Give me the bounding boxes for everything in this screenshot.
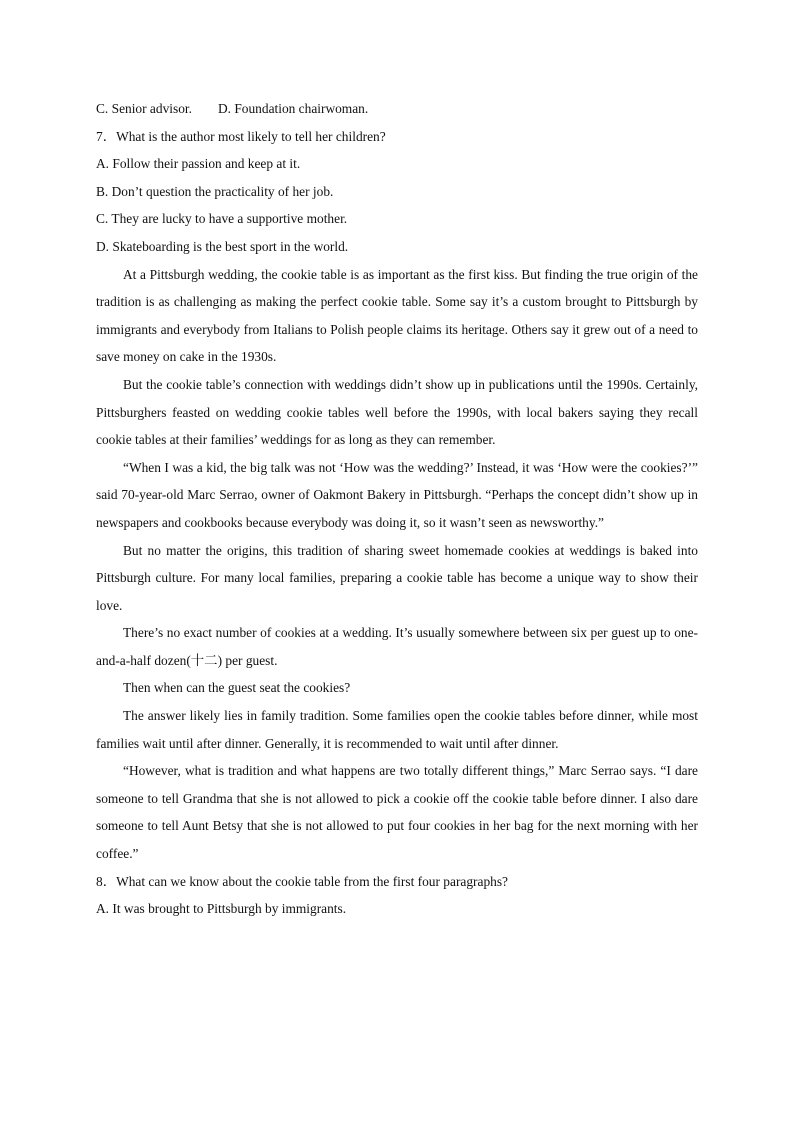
passage-paragraph-3: “When I was a kid, the big talk was not ‘How was the wedding?’ Instead, it was ‘How were the cookies?’” said 70-year-old Marc Serrao, owner of Oakmont Bakery in Pittsburgh. “Perhaps the concept didn’t show up in newspapers and cookbooks because everybody was doing it, so it wasn’t seen as newsworthy.” [96, 459, 698, 530]
q6-options-line [96, 95, 698, 123]
passage-paragraph-2: But the cookie table’s connection with weddings didn’t show up in publications until the 1990s. Certainly, Pittsburghers feasted on wedding cookie tables well before the 1990s, with local bakers saying they recall cookie tables at their families’ weddings for as long as they can remember. [96, 376, 698, 448]
q7-option-a[interactable]: A. Follow their passion and keep at it. [96, 156, 301, 172]
q8-question: 8．What can we know about the cookie table from the first four paragraphs? [96, 873, 508, 889]
passage-paragraph-4: But no matter the origins, this tradition of sharing sweet homemade cookies at weddings is baked into Pittsburgh culture. For many local families, preparing a cookie table has become a unique way to show their love. [96, 542, 698, 613]
passage-paragraph-8: “However, what is tradition and what happens are two totally different things,” Marc Serrao says. “I dare someone to tell Grandma that she is not allowed to pick a cookie off the cookie table before dinner. I also dare someone to tell Aunt Betsy that she is not allowed to put four cookies in her bag for the next morning with her coffee.” [96, 763, 698, 862]
passage-paragraph-7: The answer likely lies in family tradition. Some families open the cookie tables before dinner, while most families wait until after dinner. Generally, it is recommended to wait until after dinner. [96, 708, 698, 751]
q7-option-b[interactable]: B. Don’t question the practicality of her job. [96, 183, 334, 199]
document-page [96, 95, 698, 923]
passage-paragraph-6: Then when can the guest seat the cookies? [123, 680, 351, 696]
q8-option-a[interactable]: A. It was brought to Pittsburgh by immigrants. [96, 901, 347, 917]
q7-question: 7．What is the author most likely to tell her children? [96, 128, 386, 144]
q7-option-c[interactable]: C. They are lucky to have a supportive mother. [96, 211, 348, 227]
q6-option-c[interactable]: C. Senior advisor. [96, 101, 192, 116]
q6-option-d[interactable]: D. Foundation chairwoman. [217, 101, 369, 116]
passage-paragraph-1: At a Pittsburgh wedding, the cookie table is as important as the first kiss. But finding the true origin of the tradition is as challenging as making the perfect cookie table. Some say it’s a custom brought to Pittsburgh by immigrants and everybody from Italians to Polish people claims its heritage. Others say it grew out of a need to save money on cake in the 1930s. [96, 266, 698, 365]
q7-option-d[interactable]: D. Skateboarding is the best sport in the world. [96, 238, 349, 254]
passage-paragraph-5: There’s no exact number of cookies at a wedding. It’s usually somewhere between six per guest up to one-and-a-half dozen(十二) per guest. [96, 625, 698, 668]
